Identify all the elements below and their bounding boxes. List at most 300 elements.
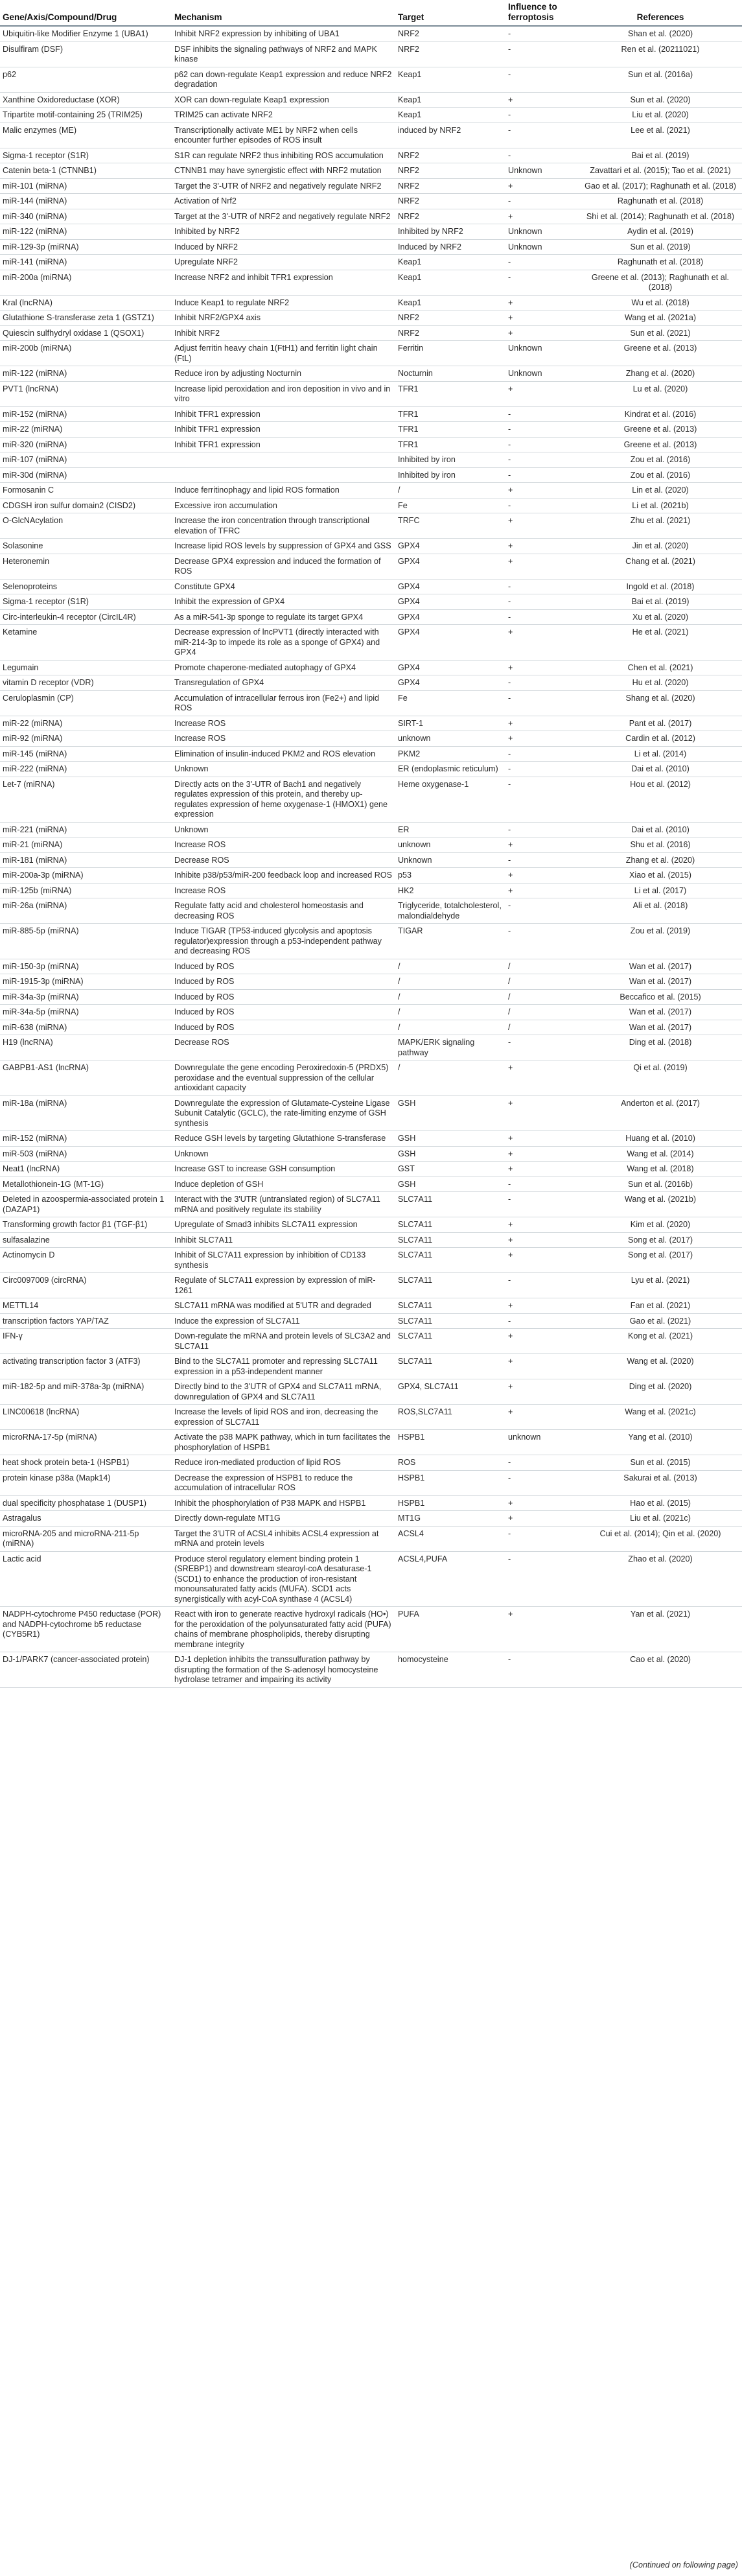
cell-gene: miR-340 (miRNA) bbox=[0, 209, 172, 224]
cell-gene: dual specificity phosphatase 1 (DUSP1) bbox=[0, 1495, 172, 1511]
table-row bbox=[0, 310, 742, 326]
cell-target: GPX4 bbox=[395, 660, 505, 675]
cell-target: TFR1 bbox=[395, 437, 505, 452]
cell-references: Greene et al. (2013) bbox=[579, 437, 742, 452]
table-row bbox=[0, 1405, 742, 1430]
table-row bbox=[0, 716, 742, 731]
cell-references: Wan et al. (2017) bbox=[579, 959, 742, 974]
cell-target: SLC7A11 bbox=[395, 1217, 505, 1233]
cell-gene: miR-129-3p (miRNA) bbox=[0, 239, 172, 255]
cell-gene: CDGSH iron sulfur domain2 (CISD2) bbox=[0, 498, 172, 513]
cell-target: TFR1 bbox=[395, 381, 505, 406]
cell-target: GPX4 bbox=[395, 554, 505, 579]
cell-gene: miR-122 (miRNA) bbox=[0, 366, 172, 382]
cell-references: Fan et al. (2021) bbox=[579, 1298, 742, 1314]
cell-gene: miR-885-5p (miRNA) bbox=[0, 924, 172, 959]
cell-influence: - bbox=[505, 690, 579, 716]
cell-references: Lin et al. (2020) bbox=[579, 483, 742, 498]
cell-target: Fe bbox=[395, 498, 505, 513]
cell-references: Hu et al. (2020) bbox=[579, 675, 742, 691]
table-row bbox=[0, 898, 742, 924]
cell-target: Inhibited by iron bbox=[395, 452, 505, 468]
cell-gene: Solasonine bbox=[0, 539, 172, 554]
cell-target: GSH bbox=[395, 1177, 505, 1192]
cell-target: Triglyceride, totalcholesterol, malondialdehyde bbox=[395, 898, 505, 924]
cell-mechanism: Inhibit the phosphorylation of P38 MAPK and HSPB1 bbox=[172, 1495, 395, 1511]
cell-target: / bbox=[395, 974, 505, 990]
cell-influence: - bbox=[505, 1551, 579, 1607]
table-row bbox=[0, 239, 742, 255]
cell-influence: unknown bbox=[505, 1430, 579, 1455]
cell-influence: + bbox=[505, 178, 579, 194]
cell-gene: miR-145 (miRNA) bbox=[0, 746, 172, 762]
cell-references: Raghunath et al. (2018) bbox=[579, 255, 742, 270]
cell-influence: + bbox=[505, 1495, 579, 1511]
cell-target: NRF2 bbox=[395, 209, 505, 224]
cell-mechanism: Downregulate the gene encoding Peroxiredoxin-5 (PRDX5) peroxidase and the eventual suppression of the cellular antioxidant capacity bbox=[172, 1060, 395, 1096]
cell-influence: + bbox=[505, 1511, 579, 1527]
cell-references: Greene et al. (2013) bbox=[579, 341, 742, 366]
cell-gene: miR-200b (miRNA) bbox=[0, 341, 172, 366]
cell-mechanism: Regulate of SLC7A11 expression by expression of miR-1261 bbox=[172, 1273, 395, 1298]
cell-gene: miR-34a-5p (miRNA) bbox=[0, 1005, 172, 1020]
cell-mechanism: Interact with the 3'UTR (untranslated region) of SLC7A11 mRNA and positively regulate its stability bbox=[172, 1192, 395, 1217]
cell-target: ACSL4 bbox=[395, 1526, 505, 1551]
table-row bbox=[0, 924, 742, 959]
cell-references: Wang et al. (2021c) bbox=[579, 1405, 742, 1430]
cell-influence: - bbox=[505, 898, 579, 924]
table-row bbox=[0, 406, 742, 422]
cell-target: Ferritin bbox=[395, 341, 505, 366]
cell-gene: miR-141 (miRNA) bbox=[0, 255, 172, 270]
cell-gene: Ubiquitin-like Modifier Enzyme 1 (UBA1) bbox=[0, 26, 172, 41]
cell-target: SLC7A11 bbox=[395, 1313, 505, 1329]
cell-references: Xiao et al. (2015) bbox=[579, 868, 742, 884]
cell-mechanism: Inhibite p38/p53/miR-200 feedback loop and increased ROS bbox=[172, 868, 395, 884]
table-row bbox=[0, 675, 742, 691]
cell-references: Sun et al. (2021) bbox=[579, 325, 742, 341]
cell-mechanism: Produce sterol regulatory element binding protein 1 (SREBP1) and downstream stearoyl-coA desaturase-1 (SCD1) to enhance the production of iron-resistant monounsaturated fatty acids (MUFA). SCD1 acts synergistically with acyl-CoA synthase 4 (ACSL4) bbox=[172, 1551, 395, 1607]
cell-gene: protein kinase p38a (Mapk14) bbox=[0, 1470, 172, 1495]
cell-gene: O-GlcNAcylation bbox=[0, 513, 172, 539]
cell-mechanism: Downregulate the expression of Glutamate-Cysteine Ligase Subunit Catalytic (GCLC), the rate-limiting enzyme of GSH synthesis bbox=[172, 1095, 395, 1131]
cell-references: Ding et al. (2018) bbox=[579, 1035, 742, 1060]
cell-gene: H19 (lncRNA) bbox=[0, 1035, 172, 1060]
cell-mechanism: Excessive iron accumulation bbox=[172, 498, 395, 513]
cell-references: Li et al. (2014) bbox=[579, 746, 742, 762]
table-row bbox=[0, 660, 742, 675]
cell-gene: PVT1 (lncRNA) bbox=[0, 381, 172, 406]
cell-references: Gao et al. (2021) bbox=[579, 1313, 742, 1329]
cell-influence: - bbox=[505, 270, 579, 295]
cell-influence: - bbox=[505, 498, 579, 513]
cell-references: Ali et al. (2018) bbox=[579, 898, 742, 924]
cell-gene: Glutathione S-transferase zeta 1 (GSTZ1) bbox=[0, 310, 172, 326]
cell-mechanism: Increase NRF2 and inhibit TFR1 expression bbox=[172, 270, 395, 295]
table-row bbox=[0, 513, 742, 539]
cell-target: NRF2 bbox=[395, 26, 505, 41]
cell-references: Lyu et al. (2021) bbox=[579, 1273, 742, 1298]
cell-references: Wan et al. (2017) bbox=[579, 974, 742, 990]
cell-references: Aydin et al. (2019) bbox=[579, 224, 742, 240]
cell-target: HSPB1 bbox=[395, 1470, 505, 1495]
cell-target: Unknown bbox=[395, 852, 505, 868]
cell-mechanism: Induced by ROS bbox=[172, 1020, 395, 1035]
cell-mechanism: Directly down-regulate MT1G bbox=[172, 1511, 395, 1527]
cell-references: Sakurai et al. (2013) bbox=[579, 1470, 742, 1495]
cell-target: p53 bbox=[395, 868, 505, 884]
cell-gene: miR-182-5p and miR-378a-3p (miRNA) bbox=[0, 1379, 172, 1405]
cell-gene: Let-7 (miRNA) bbox=[0, 777, 172, 822]
cell-influence: + bbox=[505, 1232, 579, 1248]
cell-target: HSPB1 bbox=[395, 1495, 505, 1511]
cell-influence: / bbox=[505, 959, 579, 974]
cell-mechanism: Upregulate of Smad3 inhibits SLC7A11 expression bbox=[172, 1217, 395, 1233]
cell-target: GSH bbox=[395, 1131, 505, 1147]
header-mechanism: Mechanism bbox=[172, 0, 395, 26]
cell-mechanism: Transregulation of GPX4 bbox=[172, 675, 395, 691]
cell-references: Greene et al. (2013) bbox=[579, 422, 742, 438]
cell-mechanism: Decrease ROS bbox=[172, 852, 395, 868]
cell-target: Keap1 bbox=[395, 270, 505, 295]
table-row bbox=[0, 467, 742, 483]
cell-target: Keap1 bbox=[395, 255, 505, 270]
table-row bbox=[0, 837, 742, 853]
cell-references: Sun et al. (2016b) bbox=[579, 1177, 742, 1192]
cell-influence: - bbox=[505, 1470, 579, 1495]
cell-mechanism: Target the 3'UTR of ACSL4 inhibits ACSL4 expression at mRNA and protein levels bbox=[172, 1526, 395, 1551]
cell-gene: Circ0097009 (circRNA) bbox=[0, 1273, 172, 1298]
table-row bbox=[0, 1354, 742, 1379]
cell-references: Liu et al. (2021c) bbox=[579, 1511, 742, 1527]
cell-references: Cui et al. (2014); Qin et al. (2020) bbox=[579, 1526, 742, 1551]
table-row bbox=[0, 539, 742, 554]
cell-mechanism: Induce Keap1 to regulate NRF2 bbox=[172, 295, 395, 310]
cell-gene: miR-1915-3p (miRNA) bbox=[0, 974, 172, 990]
cell-influence: + bbox=[505, 868, 579, 884]
cell-gene: miR-144 (miRNA) bbox=[0, 194, 172, 209]
cell-gene: Xanthine Oxidoreductase (XOR) bbox=[0, 92, 172, 108]
cell-gene: Selenoproteins bbox=[0, 579, 172, 594]
cell-references: Song et al. (2017) bbox=[579, 1232, 742, 1248]
cell-influence: + bbox=[505, 554, 579, 579]
cell-influence: + bbox=[505, 1162, 579, 1177]
cell-influence: + bbox=[505, 295, 579, 310]
cell-references: Jin et al. (2020) bbox=[579, 539, 742, 554]
table-row bbox=[0, 123, 742, 148]
cell-gene: miR-221 (miRNA) bbox=[0, 822, 172, 837]
table-row bbox=[0, 1329, 742, 1354]
table-row bbox=[0, 1551, 742, 1607]
cell-references: Song et al. (2017) bbox=[579, 1248, 742, 1273]
table-row bbox=[0, 868, 742, 884]
cell-target: NRF2 bbox=[395, 310, 505, 326]
cell-mechanism: Increase the levels of lipid ROS and iron, decreasing the expression of SLC7A11 bbox=[172, 1405, 395, 1430]
cell-references: Anderton et al. (2017) bbox=[579, 1095, 742, 1131]
cell-gene: vitamin D receptor (VDR) bbox=[0, 675, 172, 691]
cell-mechanism: Induce TIGAR (TP53-induced glycolysis and apoptosis regulator)expression through a p53-independent pathway and decreasing ROS bbox=[172, 924, 395, 959]
cell-influence: - bbox=[505, 852, 579, 868]
cell-gene: Formosanin C bbox=[0, 483, 172, 498]
cell-influence: Unknown bbox=[505, 366, 579, 382]
cell-target: GPX4 bbox=[395, 539, 505, 554]
cell-influence: + bbox=[505, 1060, 579, 1096]
cell-references: Kindrat et al. (2016) bbox=[579, 406, 742, 422]
cell-gene: miR-107 (miRNA) bbox=[0, 452, 172, 468]
table-row bbox=[0, 822, 742, 837]
table-row bbox=[0, 270, 742, 295]
cell-references: Zou et al. (2019) bbox=[579, 924, 742, 959]
cell-mechanism: Increase ROS bbox=[172, 883, 395, 898]
table-row bbox=[0, 1020, 742, 1035]
cell-influence: - bbox=[505, 822, 579, 837]
cell-influence: + bbox=[505, 310, 579, 326]
cell-references: Huang et al. (2010) bbox=[579, 1131, 742, 1147]
table-row bbox=[0, 26, 742, 41]
cell-influence: + bbox=[505, 381, 579, 406]
cell-references: Zhao et al. (2020) bbox=[579, 1551, 742, 1607]
cell-target: SLC7A11 bbox=[395, 1273, 505, 1298]
cell-influence: - bbox=[505, 1035, 579, 1060]
table-row bbox=[0, 1162, 742, 1177]
cell-target: Induced by NRF2 bbox=[395, 239, 505, 255]
cell-gene: miR-150-3p (miRNA) bbox=[0, 959, 172, 974]
cell-gene: Kral (lncRNA) bbox=[0, 295, 172, 310]
cell-references: Ren et al. (20211021) bbox=[579, 41, 742, 67]
cell-target: SLC7A11 bbox=[395, 1329, 505, 1354]
cell-references: Ingold et al. (2018) bbox=[579, 579, 742, 594]
table-row bbox=[0, 1232, 742, 1248]
table-row bbox=[0, 1511, 742, 1527]
cell-mechanism: Induced by ROS bbox=[172, 974, 395, 990]
cell-target: GST bbox=[395, 1162, 505, 1177]
cell-target: Nocturnin bbox=[395, 366, 505, 382]
cell-gene: p62 bbox=[0, 67, 172, 92]
cell-gene: Disulfiram (DSF) bbox=[0, 41, 172, 67]
cell-influence: Unknown bbox=[505, 239, 579, 255]
cell-references: Sun et al. (2019) bbox=[579, 239, 742, 255]
cell-references: Zou et al. (2016) bbox=[579, 452, 742, 468]
table-row bbox=[0, 194, 742, 209]
cell-gene: miR-22 (miRNA) bbox=[0, 716, 172, 731]
cell-references: Gao et al. (2017); Raghunath et al. (2018) bbox=[579, 178, 742, 194]
table-row bbox=[0, 625, 742, 661]
cell-gene: Ceruloplasmin (CP) bbox=[0, 690, 172, 716]
cell-mechanism: Target the 3'-UTR of NRF2 and negatively regulate NRF2 bbox=[172, 178, 395, 194]
cell-references: Shu et al. (2016) bbox=[579, 837, 742, 853]
cell-mechanism: Induce depletion of GSH bbox=[172, 1177, 395, 1192]
table-row bbox=[0, 1192, 742, 1217]
cell-influence: Unknown bbox=[505, 341, 579, 366]
table-row bbox=[0, 498, 742, 513]
cell-gene: microRNA-205 and microRNA-211-5p (miRNA) bbox=[0, 1526, 172, 1551]
cell-influence: - bbox=[505, 1177, 579, 1192]
cell-influence: - bbox=[505, 579, 579, 594]
header-influence: Influence to ferroptosis bbox=[505, 0, 579, 26]
cell-gene: Astragalus bbox=[0, 1511, 172, 1527]
table-row bbox=[0, 92, 742, 108]
cell-gene: Circ-interleukin-4 receptor (CircIL4R) bbox=[0, 609, 172, 625]
cell-target: homocysteine bbox=[395, 1652, 505, 1688]
cell-mechanism: As a miR-541-3p sponge to regulate its target GPX4 bbox=[172, 609, 395, 625]
cell-influence: - bbox=[505, 108, 579, 123]
cell-gene: Neat1 (lncRNA) bbox=[0, 1162, 172, 1177]
cell-influence: + bbox=[505, 837, 579, 853]
cell-target: TIGAR bbox=[395, 924, 505, 959]
cell-references: Zhang et al. (2020) bbox=[579, 852, 742, 868]
cell-references: Kim et al. (2020) bbox=[579, 1217, 742, 1233]
cell-target: unknown bbox=[395, 731, 505, 747]
cell-gene: miR-320 (miRNA) bbox=[0, 437, 172, 452]
table-row bbox=[0, 1131, 742, 1147]
table-row bbox=[0, 594, 742, 610]
cell-gene: Malic enzymes (ME) bbox=[0, 123, 172, 148]
cell-references: Zavattari et al. (2015); Tao et al. (2021) bbox=[579, 163, 742, 179]
cell-references: Dai et al. (2010) bbox=[579, 822, 742, 837]
cell-references: Pant et al. (2017) bbox=[579, 716, 742, 731]
cell-target: GPX4 bbox=[395, 675, 505, 691]
cell-target: NRF2 bbox=[395, 325, 505, 341]
cell-influence: + bbox=[505, 1354, 579, 1379]
cell-gene: Sigma-1 receptor (S1R) bbox=[0, 594, 172, 610]
cell-references: Chen et al. (2021) bbox=[579, 660, 742, 675]
table-row bbox=[0, 148, 742, 163]
table-row bbox=[0, 41, 742, 67]
cell-references: Zhu et al. (2021) bbox=[579, 513, 742, 539]
cell-influence: - bbox=[505, 422, 579, 438]
cell-references: Wan et al. (2017) bbox=[579, 1020, 742, 1035]
continued-note: (Continued on following page) bbox=[629, 2560, 738, 2570]
cell-target: / bbox=[395, 1020, 505, 1035]
table-row bbox=[0, 1607, 742, 1652]
table-row bbox=[0, 178, 742, 194]
cell-target: Keap1 bbox=[395, 108, 505, 123]
cell-references: Bai et al. (2019) bbox=[579, 594, 742, 610]
cell-influence: + bbox=[505, 716, 579, 731]
cell-mechanism: Reduce iron by adjusting Nocturnin bbox=[172, 366, 395, 382]
cell-references: Zou et al. (2016) bbox=[579, 467, 742, 483]
table-row bbox=[0, 1470, 742, 1495]
table-row bbox=[0, 1430, 742, 1455]
table-body bbox=[0, 26, 742, 1687]
cell-references: Beccafico et al. (2015) bbox=[579, 989, 742, 1005]
cell-references: Hao et al. (2015) bbox=[579, 1495, 742, 1511]
cell-gene: sulfasalazine bbox=[0, 1232, 172, 1248]
cell-gene: Deleted in azoospermia-associated protein 1 (DAZAP1) bbox=[0, 1192, 172, 1217]
table-row bbox=[0, 341, 742, 366]
cell-target: SLC7A11 bbox=[395, 1354, 505, 1379]
cell-mechanism: Increase the iron concentration through transcriptional elevation of TFRC bbox=[172, 513, 395, 539]
cell-references: Wang et al. (2018) bbox=[579, 1162, 742, 1177]
cell-references: Wu et al. (2018) bbox=[579, 295, 742, 310]
cell-mechanism: Inhibit TFR1 expression bbox=[172, 437, 395, 452]
cell-references: Li et al. (2021b) bbox=[579, 498, 742, 513]
table-row bbox=[0, 1313, 742, 1329]
cell-gene: miR-30d (miRNA) bbox=[0, 467, 172, 483]
cell-mechanism: Directly acts on the 3'-UTR of Bach1 and negatively regulates expression of this protein, and thereby up-regulates expression of heme oxygenase-1 (HMOX1) gene expression bbox=[172, 777, 395, 822]
cell-influence: + bbox=[505, 883, 579, 898]
cell-target: / bbox=[395, 989, 505, 1005]
cell-influence: / bbox=[505, 1020, 579, 1035]
cell-target: TFR1 bbox=[395, 406, 505, 422]
cell-influence: + bbox=[505, 1095, 579, 1131]
header-references: References bbox=[579, 0, 742, 26]
cell-gene: miR-152 (miRNA) bbox=[0, 406, 172, 422]
table-row bbox=[0, 163, 742, 179]
cell-references: Chang et al. (2021) bbox=[579, 554, 742, 579]
cell-mechanism: Bind to the SLC7A11 promoter and repressing SLC7A11 expression in a p53-independent manner bbox=[172, 1354, 395, 1379]
cell-gene: miR-22 (miRNA) bbox=[0, 422, 172, 438]
table-row bbox=[0, 255, 742, 270]
cell-target: HK2 bbox=[395, 883, 505, 898]
cell-references: Wan et al. (2017) bbox=[579, 1005, 742, 1020]
table-row bbox=[0, 554, 742, 579]
cell-target: NRF2 bbox=[395, 178, 505, 194]
cell-mechanism: Activate the p38 MAPK pathway, which in turn facilitates the phosphorylation of HSPB1 bbox=[172, 1430, 395, 1455]
cell-target: ROS,SLC7A11 bbox=[395, 1405, 505, 1430]
cell-influence: - bbox=[505, 777, 579, 822]
cell-mechanism: Inhibited by NRF2 bbox=[172, 224, 395, 240]
cell-gene: miR-34a-3p (miRNA) bbox=[0, 989, 172, 1005]
cell-influence: - bbox=[505, 1652, 579, 1688]
cell-gene: miR-92 (miRNA) bbox=[0, 731, 172, 747]
table-row bbox=[0, 690, 742, 716]
table-row bbox=[0, 452, 742, 468]
cell-target: ROS bbox=[395, 1455, 505, 1471]
cell-influence: - bbox=[505, 123, 579, 148]
cell-mechanism: Induced by ROS bbox=[172, 1005, 395, 1020]
cell-target: unknown bbox=[395, 837, 505, 853]
cell-mechanism: Induce ferritinophagy and lipid ROS formation bbox=[172, 483, 395, 498]
cell-mechanism bbox=[172, 467, 395, 483]
cell-target: GPX4 bbox=[395, 579, 505, 594]
cell-gene: DJ-1/PARK7 (cancer-associated protein) bbox=[0, 1652, 172, 1688]
table-row bbox=[0, 224, 742, 240]
cell-references: Cao et al. (2020) bbox=[579, 1652, 742, 1688]
table-row bbox=[0, 1379, 742, 1405]
cell-references: He et al. (2021) bbox=[579, 625, 742, 661]
cell-mechanism: Promote chaperone-mediated autophagy of GPX4 bbox=[172, 660, 395, 675]
cell-gene: miR-222 (miRNA) bbox=[0, 762, 172, 777]
cell-mechanism: Reduce GSH levels by targeting Glutathione S-transferase bbox=[172, 1131, 395, 1147]
table-row bbox=[0, 108, 742, 123]
cell-influence: / bbox=[505, 974, 579, 990]
cell-influence: + bbox=[505, 539, 579, 554]
cell-mechanism: Unknown bbox=[172, 762, 395, 777]
cell-target: / bbox=[395, 1005, 505, 1020]
cell-mechanism: Increase lipid peroxidation and iron deposition in vivo and in vitro bbox=[172, 381, 395, 406]
cell-influence: - bbox=[505, 467, 579, 483]
cell-target: GSH bbox=[395, 1146, 505, 1162]
cell-gene: Transforming growth factor β1 (TGF-β1) bbox=[0, 1217, 172, 1233]
cell-mechanism: Induced by ROS bbox=[172, 959, 395, 974]
cell-gene: miR-152 (miRNA) bbox=[0, 1131, 172, 1147]
table-row bbox=[0, 974, 742, 990]
table-row bbox=[0, 1455, 742, 1471]
cell-influence: + bbox=[505, 325, 579, 341]
cell-target: SIRT-1 bbox=[395, 716, 505, 731]
cell-influence: + bbox=[505, 209, 579, 224]
cell-influence: - bbox=[505, 452, 579, 468]
cell-target: / bbox=[395, 959, 505, 974]
cell-mechanism: Unknown bbox=[172, 822, 395, 837]
table-row bbox=[0, 422, 742, 438]
cell-references: Sun et al. (2016a) bbox=[579, 67, 742, 92]
header-target: Target bbox=[395, 0, 505, 26]
cell-influence: + bbox=[505, 1405, 579, 1430]
cell-mechanism: Induced by ROS bbox=[172, 989, 395, 1005]
table-row bbox=[0, 746, 742, 762]
